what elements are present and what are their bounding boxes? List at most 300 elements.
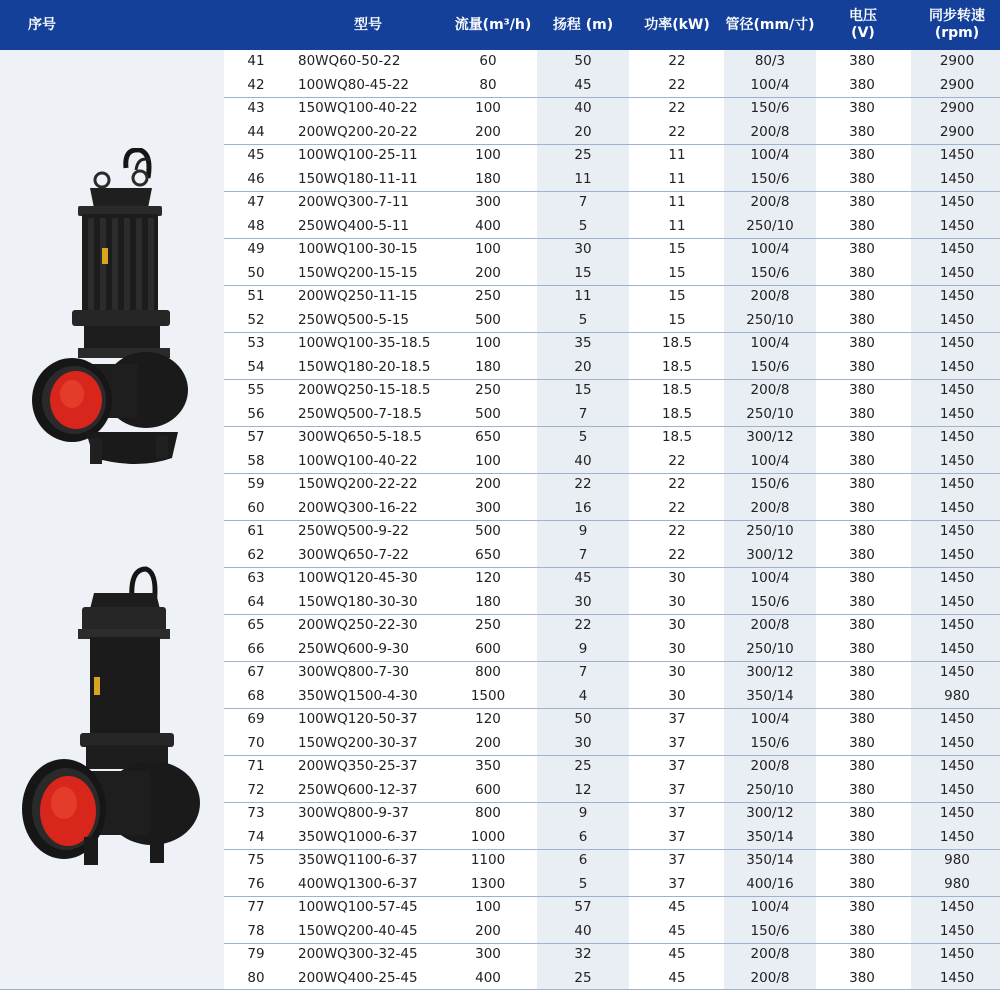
cell-diameter: 100/4 <box>750 899 790 915</box>
cell-diameter: 100/4 <box>750 76 790 93</box>
cell-head: 30 <box>574 593 592 610</box>
row-group-divider <box>224 379 1000 380</box>
row-group-divider <box>224 97 1000 98</box>
cell-power: 22 <box>668 523 686 539</box>
cell-no: 76 <box>247 875 265 892</box>
cell-head: 11 <box>574 170 592 187</box>
cell-voltage: 380 <box>849 53 875 69</box>
cell-head: 40 <box>574 100 592 116</box>
table-row <box>224 450 1000 474</box>
cell-model: 80WQ60-50-22 <box>298 53 401 69</box>
cell-model: 200WQ300-16-22 <box>298 499 418 516</box>
cell-head: 45 <box>574 76 592 93</box>
cell-flow: 80 <box>479 76 497 93</box>
cell-voltage: 380 <box>849 687 875 704</box>
cell-speed: 2900 <box>939 76 975 93</box>
cell-no: 50 <box>247 264 265 281</box>
cell-voltage: 380 <box>849 805 875 821</box>
cell-power: 15 <box>668 241 686 257</box>
cell-diameter: 300/12 <box>746 546 794 563</box>
cell-no: 68 <box>247 687 265 704</box>
cell-diameter: 400/16 <box>746 875 794 892</box>
cell-head: 4 <box>578 687 588 704</box>
cell-diameter: 150/6 <box>750 264 790 281</box>
cell-model: 300WQ800-7-30 <box>298 664 410 680</box>
cell-no: 56 <box>247 405 265 422</box>
cell-diameter: 150/6 <box>750 358 790 375</box>
cell-power: 18.5 <box>661 429 693 445</box>
cell-speed: 1450 <box>939 946 975 962</box>
cell-speed: 1450 <box>939 617 975 633</box>
cell-flow: 350 <box>475 758 501 774</box>
table-row <box>224 473 1000 497</box>
cell-voltage: 380 <box>849 617 875 633</box>
cell-model: 400WQ1300-6-37 <box>298 875 418 892</box>
cell-voltage: 380 <box>849 546 875 563</box>
cell-no: 46 <box>247 170 265 187</box>
table-row <box>224 826 1000 850</box>
cell-flow: 500 <box>475 523 501 539</box>
cell-model: 100WQ100-57-45 <box>298 899 418 915</box>
table-row <box>224 661 1000 685</box>
cell-speed: 1450 <box>939 899 975 915</box>
cell-power: 37 <box>668 711 686 727</box>
cell-no: 73 <box>247 805 265 821</box>
cell-speed: 1450 <box>939 147 975 163</box>
cell-diameter: 300/12 <box>746 805 794 821</box>
cell-flow: 100 <box>475 452 501 469</box>
cell-voltage: 380 <box>849 358 875 375</box>
header-speed <box>915 0 999 50</box>
table-row <box>224 896 1000 920</box>
cell-speed: 1450 <box>939 805 975 821</box>
table-row <box>224 591 1000 615</box>
cell-voltage: 380 <box>849 217 875 234</box>
cell-model: 200WQ250-11-15 <box>298 288 418 304</box>
cell-power: 11 <box>668 170 686 187</box>
cell-power: 37 <box>668 781 686 798</box>
cell-flow: 650 <box>475 429 501 445</box>
table-row <box>224 379 1000 403</box>
cell-no: 66 <box>247 640 265 657</box>
cell-speed: 2900 <box>939 123 975 140</box>
cell-power: 37 <box>668 805 686 821</box>
cell-speed: 1450 <box>939 969 975 986</box>
cell-head: 25 <box>574 147 592 163</box>
cell-diameter: 200/8 <box>750 194 790 210</box>
table-row <box>224 708 1000 732</box>
cell-voltage: 380 <box>849 76 875 93</box>
cell-voltage: 380 <box>849 852 875 868</box>
table-row <box>224 920 1000 944</box>
cell-voltage: 380 <box>849 640 875 657</box>
cell-no: 58 <box>247 452 265 469</box>
cell-model: 300WQ650-5-18.5 <box>298 429 422 445</box>
cell-head: 9 <box>578 523 588 539</box>
cell-voltage: 380 <box>849 711 875 727</box>
row-group-divider <box>224 896 1000 897</box>
cell-no: 70 <box>247 734 265 751</box>
cell-power: 30 <box>668 570 686 586</box>
cell-power: 37 <box>668 758 686 774</box>
cell-speed: 1450 <box>939 170 975 187</box>
cell-voltage: 380 <box>849 100 875 116</box>
cell-model: 150WQ200-30-37 <box>298 734 418 751</box>
cell-flow: 800 <box>475 805 501 821</box>
cell-model: 350WQ1100-6-37 <box>298 852 418 868</box>
table-row <box>224 238 1000 262</box>
cell-power: 22 <box>668 76 686 93</box>
header-flow: 流量(m³/h) <box>454 16 532 33</box>
cell-voltage: 380 <box>849 758 875 774</box>
cell-voltage: 380 <box>849 170 875 187</box>
cell-speed: 1450 <box>939 241 975 257</box>
cell-speed: 980 <box>944 875 970 892</box>
cell-power: 11 <box>668 217 686 234</box>
cell-no: 80 <box>247 969 265 986</box>
cell-no: 67 <box>247 664 265 680</box>
cell-diameter: 100/4 <box>750 570 790 586</box>
cell-speed: 1450 <box>939 711 975 727</box>
table-row <box>224 544 1000 568</box>
cell-diameter: 150/6 <box>750 734 790 751</box>
cell-power: 22 <box>668 452 686 469</box>
cell-voltage: 380 <box>849 664 875 680</box>
cell-voltage: 380 <box>849 452 875 469</box>
table-bottom-border <box>0 989 1000 990</box>
table-row <box>224 168 1000 192</box>
header-voltage-line1: 电压 <box>849 8 877 24</box>
table-row <box>224 873 1000 897</box>
cell-diameter: 100/4 <box>750 452 790 469</box>
cell-no: 51 <box>247 288 265 304</box>
cell-model: 150WQ180-11-11 <box>298 170 418 187</box>
header-speed-line1: 同步转速 <box>929 8 985 24</box>
cell-power: 45 <box>668 922 686 939</box>
cell-power: 18.5 <box>661 382 693 398</box>
cell-model: 200WQ300-32-45 <box>298 946 418 962</box>
cell-no: 64 <box>247 593 265 610</box>
cell-diameter: 150/6 <box>750 170 790 187</box>
table-row <box>224 74 1000 98</box>
cell-model: 100WQ100-30-15 <box>298 241 418 257</box>
table-row <box>224 426 1000 450</box>
cell-no: 77 <box>247 899 265 915</box>
cell-head: 6 <box>578 852 588 868</box>
cell-flow: 200 <box>475 476 501 492</box>
row-group-divider <box>224 943 1000 944</box>
table-row <box>224 732 1000 756</box>
cell-diameter: 100/4 <box>750 147 790 163</box>
table-row <box>224 332 1000 356</box>
row-group-divider <box>224 567 1000 568</box>
header-power: 功率(kW) <box>644 16 710 33</box>
cell-diameter: 200/8 <box>750 758 790 774</box>
table-row <box>224 685 1000 709</box>
cell-flow: 100 <box>475 241 501 257</box>
header-voltage <box>825 0 901 50</box>
table-row <box>224 779 1000 803</box>
cell-no: 74 <box>247 828 265 845</box>
cell-power: 22 <box>668 123 686 140</box>
cell-no: 54 <box>247 358 265 375</box>
cell-flow: 100 <box>475 147 501 163</box>
cell-flow: 120 <box>475 711 501 727</box>
cell-head: 45 <box>574 570 592 586</box>
cell-speed: 1450 <box>939 640 975 657</box>
cell-model: 100WQ100-35-18.5 <box>298 335 431 351</box>
cell-diameter: 200/8 <box>750 617 790 633</box>
cell-power: 18.5 <box>661 405 693 422</box>
table-row <box>224 943 1000 967</box>
cell-diameter: 150/6 <box>750 593 790 610</box>
cell-model: 250WQ600-12-37 <box>298 781 418 798</box>
cell-diameter: 80/3 <box>754 53 786 69</box>
cell-head: 6 <box>578 828 588 845</box>
cell-no: 78 <box>247 922 265 939</box>
cell-head: 50 <box>574 711 592 727</box>
cell-head: 5 <box>578 217 588 234</box>
cell-diameter: 150/6 <box>750 100 790 116</box>
cell-head: 11 <box>574 288 592 304</box>
cell-flow: 250 <box>475 382 501 398</box>
submersible-pump-icon <box>28 148 198 470</box>
cell-power: 45 <box>668 946 686 962</box>
cell-model: 200WQ350-25-37 <box>298 758 418 774</box>
cell-power: 15 <box>668 288 686 304</box>
table-row <box>224 403 1000 427</box>
cell-head: 9 <box>578 640 588 657</box>
cell-power: 30 <box>668 664 686 680</box>
cell-model: 150WQ100-40-22 <box>298 100 418 116</box>
cell-no: 69 <box>247 711 265 727</box>
cell-model: 200WQ250-15-18.5 <box>298 382 431 398</box>
cell-model: 150WQ200-40-45 <box>298 922 418 939</box>
cell-no: 45 <box>247 147 265 163</box>
table-row <box>224 849 1000 873</box>
row-group-divider <box>224 614 1000 615</box>
cell-head: 12 <box>574 781 592 798</box>
cell-power: 11 <box>668 194 686 210</box>
row-group-divider <box>224 144 1000 145</box>
table-row <box>224 144 1000 168</box>
cell-speed: 1450 <box>939 264 975 281</box>
cell-no: 72 <box>247 781 265 798</box>
cell-speed: 1450 <box>939 358 975 375</box>
cell-diameter: 250/10 <box>746 405 794 422</box>
cell-voltage: 380 <box>849 194 875 210</box>
cell-flow: 1100 <box>470 852 506 868</box>
cell-speed: 1450 <box>939 828 975 845</box>
table-row <box>224 802 1000 826</box>
cell-no: 42 <box>247 76 265 93</box>
table-row <box>224 191 1000 215</box>
cell-speed: 1450 <box>939 546 975 563</box>
cell-head: 20 <box>574 123 592 140</box>
cell-voltage: 380 <box>849 570 875 586</box>
cell-model: 250WQ600-9-30 <box>298 640 410 657</box>
header-no: 序号 <box>28 16 56 33</box>
cell-flow: 400 <box>475 217 501 234</box>
cell-flow: 500 <box>475 311 501 328</box>
cell-diameter: 350/14 <box>746 852 794 868</box>
cell-flow: 200 <box>475 264 501 281</box>
cell-speed: 2900 <box>939 53 975 69</box>
row-group-divider <box>224 191 1000 192</box>
cell-diameter: 200/8 <box>750 499 790 516</box>
table-row <box>224 497 1000 521</box>
cell-model: 350WQ1000-6-37 <box>298 828 418 845</box>
row-group-divider <box>224 238 1000 239</box>
cell-model: 300WQ800-9-37 <box>298 805 410 821</box>
header-model: 型号 <box>354 16 382 33</box>
cell-no: 53 <box>247 335 265 351</box>
header-head: 扬程 (m) <box>552 16 614 33</box>
table-row <box>224 50 1000 74</box>
cell-voltage: 380 <box>849 899 875 915</box>
cell-speed: 1450 <box>939 499 975 516</box>
cell-voltage: 380 <box>849 476 875 492</box>
cell-model: 100WQ100-40-22 <box>298 452 418 469</box>
cell-diameter: 200/8 <box>750 123 790 140</box>
cell-head: 25 <box>574 969 592 986</box>
cell-model: 250WQ400-5-11 <box>298 217 410 234</box>
cell-no: 60 <box>247 499 265 516</box>
cell-voltage: 380 <box>849 593 875 610</box>
row-group-divider <box>224 473 1000 474</box>
cell-head: 7 <box>578 664 588 680</box>
row-group-divider <box>224 426 1000 427</box>
cell-diameter: 150/6 <box>750 476 790 492</box>
cell-model: 100WQ100-25-11 <box>298 147 418 163</box>
table-row <box>224 614 1000 638</box>
table-row <box>224 520 1000 544</box>
row-group-divider <box>224 849 1000 850</box>
cell-diameter: 200/8 <box>750 382 790 398</box>
cell-voltage: 380 <box>849 781 875 798</box>
row-group-divider <box>224 708 1000 709</box>
cell-head: 15 <box>574 382 592 398</box>
cell-model: 200WQ200-20-22 <box>298 123 418 140</box>
cell-head: 25 <box>574 758 592 774</box>
header-diameter: 管径(mm/寸) <box>725 16 815 33</box>
table-row <box>224 755 1000 779</box>
cell-head: 9 <box>578 805 588 821</box>
cell-no: 59 <box>247 476 265 492</box>
cell-voltage: 380 <box>849 147 875 163</box>
cell-voltage: 380 <box>849 828 875 845</box>
cell-head: 57 <box>574 899 592 915</box>
row-group-divider <box>224 520 1000 521</box>
cell-head: 15 <box>574 264 592 281</box>
cell-flow: 60 <box>479 53 497 69</box>
cell-diameter: 350/14 <box>746 687 794 704</box>
cell-head: 16 <box>574 499 592 516</box>
cell-diameter: 250/10 <box>746 781 794 798</box>
cell-flow: 100 <box>475 100 501 116</box>
cell-voltage: 380 <box>849 875 875 892</box>
cell-power: 30 <box>668 593 686 610</box>
table-row <box>224 215 1000 239</box>
cell-model: 200WQ400-25-45 <box>298 969 418 986</box>
cell-speed: 1450 <box>939 593 975 610</box>
cell-diameter: 250/10 <box>746 640 794 657</box>
cell-head: 7 <box>578 546 588 563</box>
submersible-pump-icon <box>14 565 204 875</box>
cell-flow: 650 <box>475 546 501 563</box>
cell-flow: 180 <box>475 593 501 610</box>
cell-no: 41 <box>247 53 265 69</box>
cell-voltage: 380 <box>849 523 875 539</box>
cell-flow: 600 <box>475 781 501 798</box>
cell-power: 22 <box>668 546 686 563</box>
cell-model: 150WQ180-30-30 <box>298 593 418 610</box>
cell-model: 250WQ500-7-18.5 <box>298 405 422 422</box>
row-group-divider <box>224 755 1000 756</box>
cell-speed: 1450 <box>939 452 975 469</box>
cell-voltage: 380 <box>849 382 875 398</box>
cell-diameter: 350/14 <box>746 828 794 845</box>
cell-power: 37 <box>668 828 686 845</box>
cell-power: 22 <box>668 476 686 492</box>
cell-diameter: 250/10 <box>746 311 794 328</box>
cell-diameter: 200/8 <box>750 946 790 962</box>
table-row <box>224 121 1000 145</box>
cell-voltage: 380 <box>849 969 875 986</box>
cell-head: 22 <box>574 476 592 492</box>
cell-diameter: 300/12 <box>746 664 794 680</box>
cell-speed: 1450 <box>939 405 975 422</box>
cell-power: 22 <box>668 499 686 516</box>
table-row <box>224 567 1000 591</box>
cell-flow: 180 <box>475 170 501 187</box>
cell-flow: 250 <box>475 288 501 304</box>
header-speed-line2: (rpm) <box>934 25 980 41</box>
table-row <box>224 285 1000 309</box>
cell-power: 37 <box>668 852 686 868</box>
cell-flow: 200 <box>475 922 501 939</box>
cell-speed: 2900 <box>939 100 975 116</box>
cell-head: 22 <box>574 617 592 633</box>
cell-diameter: 150/6 <box>750 922 790 939</box>
cell-head: 50 <box>574 53 592 69</box>
cell-model: 300WQ650-7-22 <box>298 546 410 563</box>
cell-flow: 100 <box>475 335 501 351</box>
cell-speed: 1450 <box>939 758 975 774</box>
cell-head: 30 <box>574 734 592 751</box>
cell-power: 30 <box>668 617 686 633</box>
cell-model: 100WQ120-45-30 <box>298 570 418 586</box>
cell-head: 40 <box>574 922 592 939</box>
cell-speed: 980 <box>944 852 970 868</box>
cell-no: 49 <box>247 241 265 257</box>
header-voltage-line2: (V) <box>851 25 875 41</box>
table-header <box>0 0 1000 50</box>
cell-power: 37 <box>668 734 686 751</box>
cell-power: 15 <box>668 311 686 328</box>
cell-speed: 1450 <box>939 429 975 445</box>
table-row <box>224 309 1000 333</box>
cell-speed: 1450 <box>939 734 975 751</box>
cell-model: 150WQ180-20-18.5 <box>298 358 431 375</box>
cell-voltage: 380 <box>849 241 875 257</box>
cell-no: 61 <box>247 523 265 539</box>
cell-power: 30 <box>668 640 686 657</box>
cell-power: 22 <box>668 100 686 116</box>
cell-flow: 200 <box>475 734 501 751</box>
cell-diameter: 200/8 <box>750 969 790 986</box>
cell-flow: 100 <box>475 899 501 915</box>
